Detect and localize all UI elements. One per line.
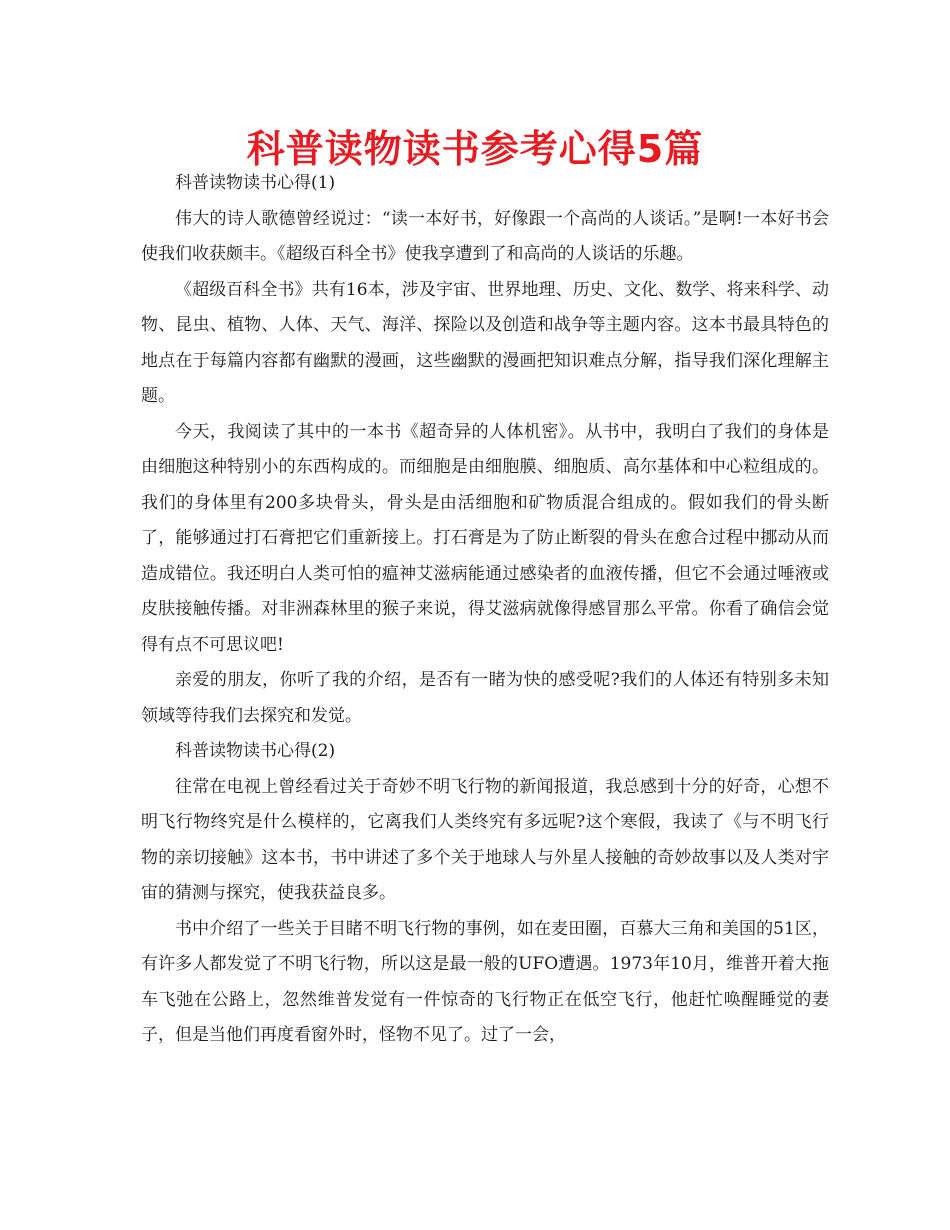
paragraph: 伟大的诗人歌德曾经说过：“读一本好书，好像跟一个高尚的人谈话。”是啊!一本好书会使我们收获颇丰。《超级百科全书》使我享遭到了和高尚的人谈话的乐趣。 [141, 208, 829, 264]
paragraph: 往常在电视上曾经看过关于奇妙不明飞行物的新闻报道，我总感到十分的好奇，心想不明飞行物终究是什么模样的，它离我们人类终究有多远呢?这个寒假，我读了《与不明飞行物的亲切接触》这本书，书中讲述了多个关于地球人与外星人接触的奇妙故事以及人类对宇宙的猜测与探究，使我获益良多。 [141, 776, 829, 903]
document-body [141, 166, 829, 1054]
section-heading: 科普读物读书心得(1) [175, 173, 336, 193]
paragraph: 书中介绍了一些关于目睹不明飞行物的事例，如在麦田圈，百慕大三角和美国的51区，有许多人都发觉了不明飞行物，所以这是最一般的UFO遭遇。1973年10月，维普开着大拖车飞弛在公路上，忽然维普发觉有一件惊奇的飞行物正在低空飞行，他赶忙唤醒睡觉的妻子，但是当他们再度看窗外时，怪物不见了。过了一会， [141, 918, 829, 1045]
document-title: 科普读物读书参考心得5篇 [246, 127, 704, 171]
paragraph: 《超级百科全书》共有16本，涉及宇宙、世界地理、历史、文化、数学、将来科学、动物、昆虫、植物、人体、天气、海洋、探险以及创造和战争等主题内容。这本书最具特色的地点在于每篇内容都有幽默的漫画，这些幽默的漫画把知识难点分解，指导我们深化理解主题。 [141, 279, 829, 406]
paragraph: 亲爱的朋友，你听了我的介绍，是否有一睹为快的感受呢?我们的人体还有特别多未知领域等待我们去探究和发觉。 [141, 670, 829, 726]
paragraph: 今天，我阅读了其中的一本书《超奇异的人体机密》。从书中，我明白了我们的身体是由细胞这种特别小的东西构成的。而细胞是由细胞膜、细胞质、高尔基体和中心粒组成的。我们的身体里有200多块骨头，骨头是由活细胞和矿物质混合组成的。假如我们的骨头断了，能够通过打石膏把它们重新接上。打石膏是为了防止断裂的骨头在愈合过程中挪动从而造成错位。我还明白人类可怕的瘟神艾滋病能通过感染者的血液传播，但它不会通过唾液或皮肤接触传播。对非洲森林里的猴子来说，得艾滋病就像得感冒那么平常。你看了确信会觉得有点不可思议吧! [141, 421, 829, 655]
section-heading: 科普读物读书心得(2) [175, 741, 336, 761]
